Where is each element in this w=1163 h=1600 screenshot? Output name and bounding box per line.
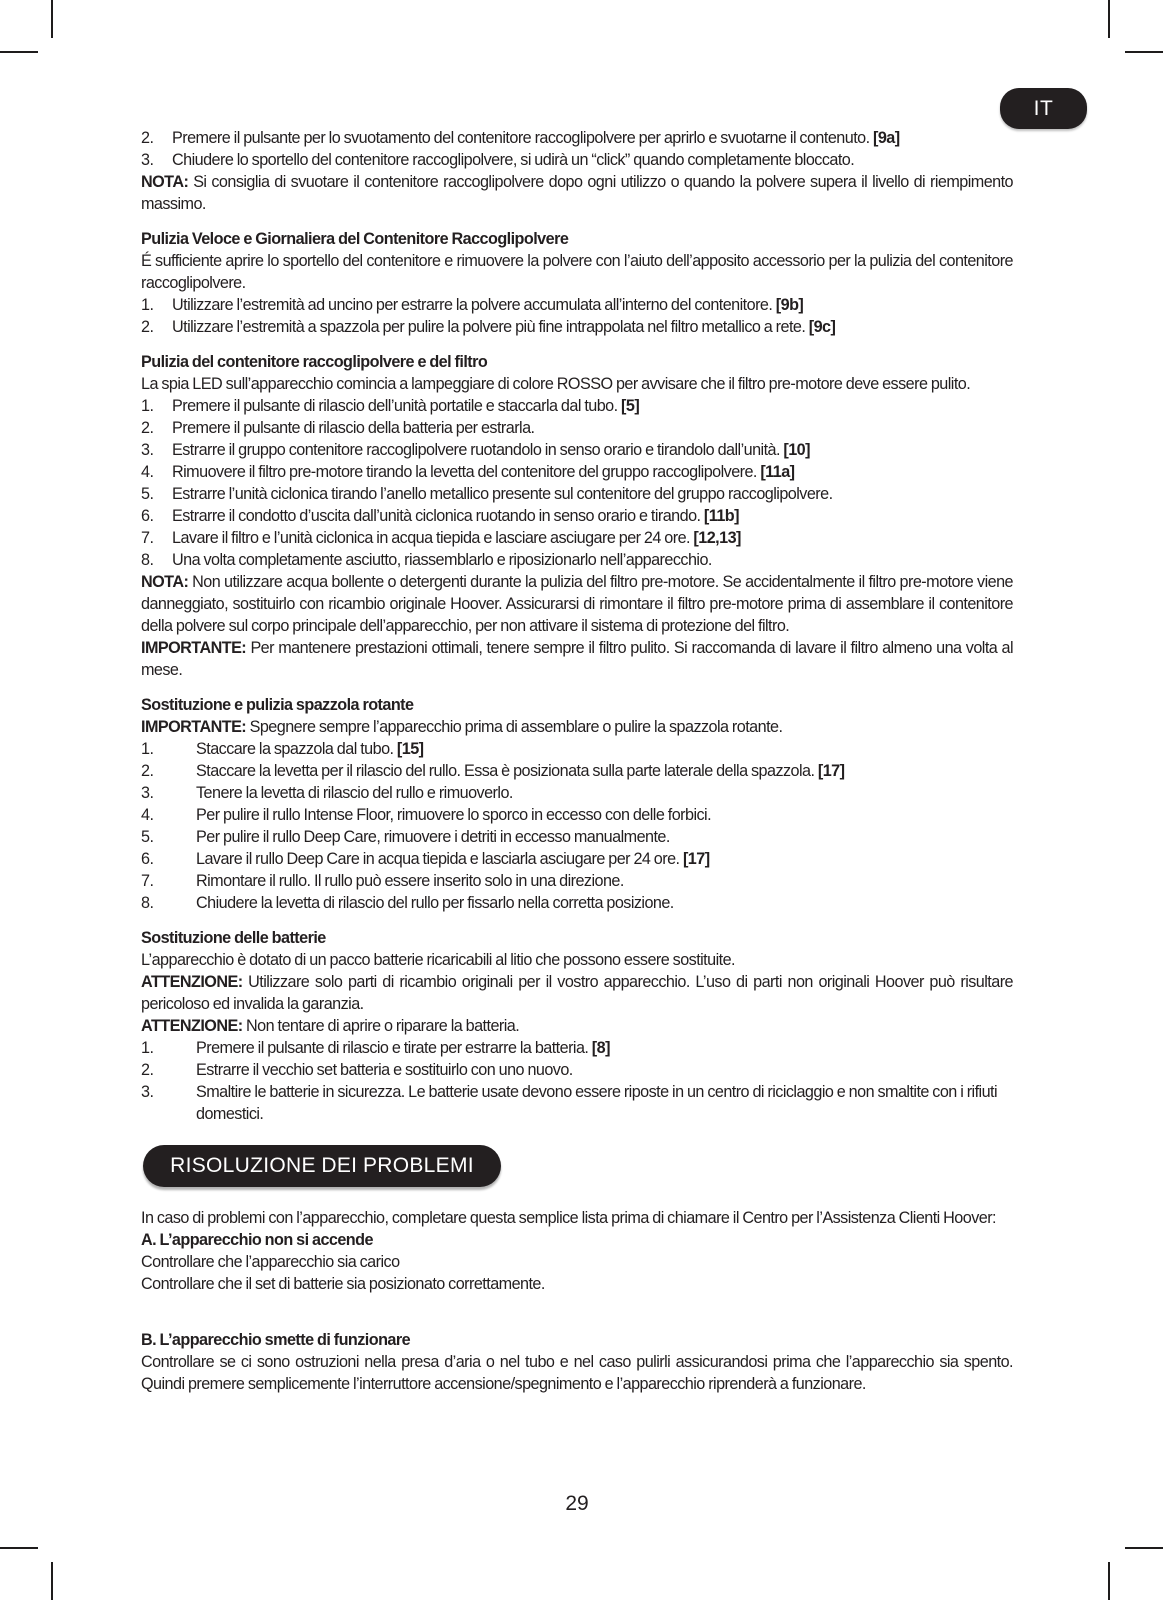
list-item <box>141 294 1013 316</box>
list-item <box>141 804 1013 826</box>
crop-mark-top-right-horizontal <box>1125 51 1163 53</box>
list-number: 2. <box>141 129 154 147</box>
section-heading <box>141 228 1013 250</box>
body-text: Estrarre l’unità ciclonica tirando l’anello metallico presente sul contenitore del gruppo raccoglipolvere. <box>172 485 833 503</box>
body-text: Pulizia del contenitore raccoglipolvere e del filtro <box>141 353 488 371</box>
body-text: Non tentare di aprire o riparare la batteria. <box>246 1017 520 1035</box>
paragraph <box>141 571 1013 637</box>
list-item <box>141 1037 1013 1059</box>
paragraph <box>141 250 1013 294</box>
body-text: Tenere la levetta di rilascio del rullo e rimuoverlo. <box>196 784 513 802</box>
list-item <box>141 527 1013 549</box>
body-text: Premere il pulsante di rilascio della batteria per estrarla. <box>172 419 535 437</box>
list-number: 4. <box>141 463 154 481</box>
bold-lead: ATTENZIONE: <box>141 973 249 991</box>
body-text: Utilizzare solo parti di ricambio originali per il vostro apparecchio. L’uso di parti non originali Hoover può risultare pericoloso ed invalida la garanzia. <box>141 973 1013 1013</box>
list-item <box>141 870 1013 892</box>
crop-mark-top-left-horizontal <box>0 51 38 53</box>
list-number: 1. <box>141 296 154 314</box>
paragraph <box>141 1351 1013 1395</box>
body-text: Estrarre il gruppo contenitore raccoglipolvere ruotandolo in senso orario e tirandolo dall’unità. <box>172 441 780 459</box>
figure-reference: [12,13] <box>689 529 741 547</box>
body-text: É sufficiente aprire lo sportello del contenitore e rimuovere la polvere con l’aiuto dell’apposito accessorio per la pulizia del contenitore raccoglipolvere. <box>141 252 1013 292</box>
list-item <box>141 417 1013 439</box>
figure-reference: [11b] <box>700 507 739 525</box>
body-text: Per pulire il rullo Deep Care, rimuovere i detriti in eccesso manualmente. <box>196 828 670 846</box>
figure-reference: [9a] <box>869 129 900 147</box>
list-item <box>141 760 1013 782</box>
bold-lead: NOTA: <box>141 573 193 591</box>
paragraph <box>141 1251 1013 1273</box>
list-item <box>141 461 1013 483</box>
list-item <box>141 738 1013 760</box>
list-number: 2. <box>141 1061 154 1079</box>
paragraph <box>141 1015 1013 1037</box>
bold-lead: IMPORTANTE: <box>141 718 250 736</box>
list-item <box>141 848 1013 870</box>
body-text: Sostituzione delle batterie <box>141 929 326 947</box>
page-number: 29 <box>565 1492 589 1515</box>
list-item <box>141 892 1013 914</box>
body-text: Controllare che il set di batterie sia posizionato correttamente. <box>141 1275 545 1293</box>
section-heading <box>141 1329 1013 1351</box>
bold-lead: NOTA: <box>141 173 194 191</box>
list-item <box>141 1081 1013 1125</box>
body-text: Controllare che l’apparecchio sia carico <box>141 1253 400 1271</box>
body-text: Rimontare il rullo. Il rullo può essere inserito solo in una direzione. <box>196 872 624 890</box>
crop-mark-bottom-left-vertical <box>51 1562 53 1600</box>
figure-reference: [10] <box>779 441 810 459</box>
section-heading <box>141 927 1013 949</box>
list-number: 2. <box>141 762 154 780</box>
body-text: In caso di problemi con l’apparecchio, completare questa semplice lista prima di chiamare il Centro per l’Assistenza Clienti Hoover: <box>141 1209 997 1227</box>
body-text: Controllare se ci sono ostruzioni nella presa d’aria o nel tubo e nel caso pulirli assicurandosi prima che l’apparecchio sia spento. Quindi premere semplicemente l’interruttore accensione/spegnimento e l’apparecchio riprenderà a funzionare. <box>141 1353 1013 1393</box>
body-text: Spegnere sempre l’apparecchio prima di assemblare o pulire la spazzola rotante. <box>249 718 783 736</box>
body-text: Utilizzare l’estremità a spazzola per pulire la polvere più fine intrappolata nel filtro metallico a rete. <box>172 318 806 336</box>
paragraph <box>141 1273 1013 1295</box>
list-number: 3. <box>141 441 154 459</box>
body-text: Una volta completamente asciutto, riassemblarlo e riposizionarlo nell’apparecchio. <box>172 551 712 569</box>
section-heading <box>141 351 1013 373</box>
troubleshooting-banner <box>143 1145 501 1187</box>
paragraph <box>141 171 1013 215</box>
body-text: Premere il pulsante di rilascio dell’unità portatile e staccarla dal tubo. <box>172 397 618 415</box>
section-heading <box>141 1229 1013 1251</box>
body-text: La spia LED sull’apparecchio comincia a lampeggiare di colore ROSSO per avvisare che il filtro pre-motore deve essere pulito. <box>141 375 971 393</box>
body-text: Utilizzare l’estremità ad uncino per estrarre la polvere accumulata all’interno del contenitore. <box>172 296 773 314</box>
bold-lead: ATTENZIONE: <box>141 1017 247 1035</box>
body-text: Smaltire le batterie in sicurezza. Le batterie usate devono essere riposte in un centro di riciclaggio e non smaltite con i rifiuti domestici. <box>196 1083 998 1123</box>
list-number: 4. <box>141 806 154 824</box>
paragraph <box>141 373 1013 395</box>
body-text: B. L’apparecchio smette di funzionare <box>141 1331 411 1349</box>
list-number: 3. <box>141 784 154 802</box>
list-item <box>141 505 1013 527</box>
crop-mark-bottom-right-horizontal <box>1125 1547 1163 1549</box>
figure-reference: [17] <box>814 762 845 780</box>
list-item <box>141 439 1013 461</box>
figure-reference: [8] <box>588 1039 610 1057</box>
body-text: Lavare il rullo Deep Care in acqua tiepida e lasciarla asciugare per 24 ore. <box>196 850 680 868</box>
body-text: Chiudere la levetta di rilascio del rullo per fissarlo nella corretta posizione. <box>196 894 674 912</box>
list-item <box>141 395 1013 417</box>
list-number: 1. <box>141 1039 154 1057</box>
list-number: 8. <box>141 551 154 569</box>
list-item <box>141 483 1013 505</box>
list-number: 1. <box>141 740 154 758</box>
paragraph <box>141 949 1013 971</box>
list-item <box>141 127 1013 149</box>
body-text: Lavare il filtro e l’unità ciclonica in acqua tiepida e lasciare asciugare per 24 ore. <box>172 529 690 547</box>
section-heading <box>141 694 1013 716</box>
paragraph <box>141 1207 1013 1229</box>
figure-reference: [5] <box>617 397 640 415</box>
body-text: Per pulire il rullo Intense Floor, rimuovere lo sporco in eccesso con delle forbici. <box>196 806 712 824</box>
list-number: 3. <box>141 151 154 169</box>
list-number: 1. <box>141 397 154 415</box>
body-text: Rimuovere il filtro pre-motore tirando la levetta del contenitore del gruppo raccoglipolvere. <box>172 463 757 481</box>
body-text: RISOLUZIONE DEI PROBLEMI <box>170 1154 474 1177</box>
list-number: 7. <box>141 872 154 890</box>
paragraph <box>141 971 1013 1015</box>
paragraph <box>141 637 1013 681</box>
body-text: Per mantenere prestazioni ottimali, tenere sempre il filtro pulito. Si raccomanda di lavare il filtro almeno una volta al mese. <box>141 639 1013 679</box>
page-content <box>141 127 1013 1395</box>
body-text: A. L’apparecchio non si accende <box>141 1231 373 1249</box>
crop-mark-bottom-right-vertical <box>1108 1562 1110 1600</box>
body-text: Premere il pulsante per lo svuotamento del contenitore raccoglipolvere per aprirlo e svuotarne il contenuto. <box>172 129 870 147</box>
figure-reference: [15] <box>393 740 424 758</box>
list-item <box>141 1059 1013 1081</box>
list-number: 7. <box>141 529 154 547</box>
body-text: Estrarre il vecchio set batteria e sostituirlo con uno nuovo. <box>196 1061 573 1079</box>
crop-mark-bottom-left-horizontal <box>0 1547 38 1549</box>
list-number: 6. <box>141 507 154 525</box>
language-badge: IT <box>1000 88 1087 129</box>
body-text: L’apparecchio è dotato di un pacco batterie ricaricabili al litio che possono essere sostituite. <box>141 951 735 969</box>
list-item <box>141 149 1013 171</box>
figure-reference: [17] <box>679 850 710 868</box>
list-item <box>141 782 1013 804</box>
list-number: 8. <box>141 894 154 912</box>
list-number: 5. <box>141 485 154 503</box>
crop-mark-top-left-vertical <box>51 0 53 38</box>
body-text: Estrarre il condotto d’uscita dall’unità ciclonica ruotando in senso orario e tirando. <box>172 507 701 525</box>
figure-reference: [11a] <box>756 463 795 481</box>
body-text: Pulizia Veloce e Giornaliera del Contenitore Raccoglipolvere <box>141 230 569 248</box>
body-text: Staccare la levetta per il rilascio del rullo. Essa è posizionata sulla parte laterale della spazzola. <box>196 762 815 780</box>
body-text: Non utilizzare acqua bollente o detergenti durante la pulizia del filtro pre-motore. Se accidentalmente il filtro pre-motore viene danneggiato, sostituirlo con ricambio originale Hoover. Assicurarsi di rimontare il filtro pre-motore prima di assemblare il contenitore della polvere sul corpo principale dell’apparecchio, per non attivare il sistema di protezione del filtro. <box>141 573 1013 635</box>
paragraph <box>141 716 1013 738</box>
list-number: 2. <box>141 419 154 437</box>
body-text: Sostituzione e pulizia spazzola rotante <box>141 696 414 714</box>
list-number: 3. <box>141 1083 154 1101</box>
figure-reference: [9b] <box>772 296 804 314</box>
bold-lead: IMPORTANTE: <box>141 639 251 657</box>
body-text: Chiudere lo sportello del contenitore raccoglipolvere, si udirà un “click” quando completamente bloccato. <box>172 151 855 169</box>
list-number: 2. <box>141 318 154 336</box>
list-item <box>141 549 1013 571</box>
list-number: 5. <box>141 828 154 846</box>
body-text: Premere il pulsante di rilascio e tirate per estrarre la batteria. <box>196 1039 589 1057</box>
list-item <box>141 826 1013 848</box>
list-number: 6. <box>141 850 154 868</box>
list-item <box>141 316 1013 338</box>
body-text: Staccare la spazzola dal tubo. <box>196 740 394 758</box>
figure-reference: [9c] <box>805 318 836 336</box>
body-text: Si consiglia di svuotare il contenitore raccoglipolvere dopo ogni utilizzo o quando la polvere supera il livello di riempimento massimo. <box>141 173 1013 213</box>
crop-mark-top-right-vertical <box>1108 0 1110 38</box>
